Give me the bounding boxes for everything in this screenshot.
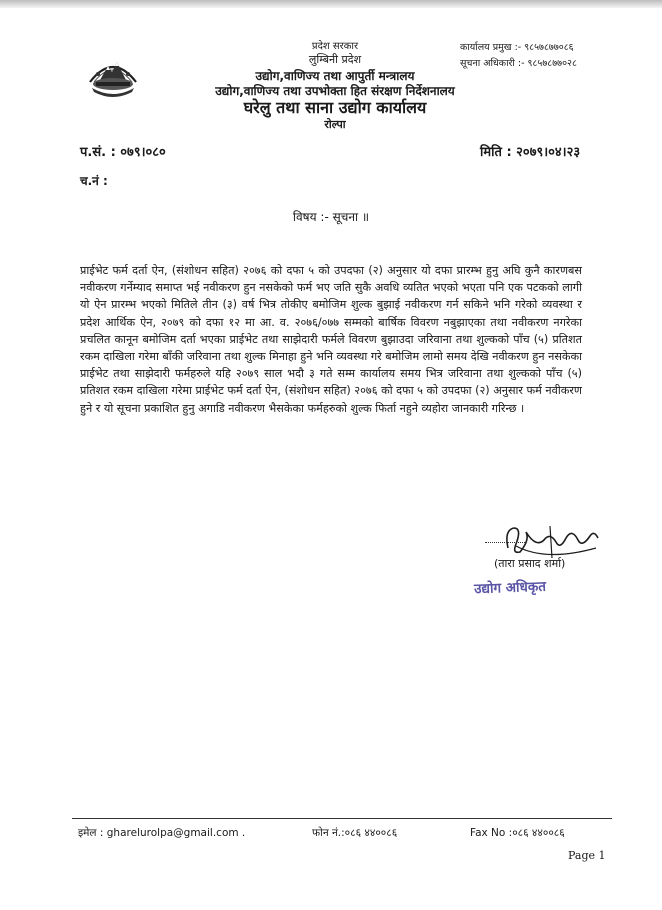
footer-divider xyxy=(72,818,612,819)
header-line-2: लुम्बिनी प्रदेश xyxy=(308,53,362,66)
designation-stamp: उद्योग अधिकृत xyxy=(473,578,547,598)
nepal-emblem-icon xyxy=(86,52,140,100)
footer-email: इमेल : gharelurolpa@gmail.com . xyxy=(78,827,246,839)
letter-date: मिति : २०७९।०४।२३ xyxy=(480,145,581,160)
office-location: रोल्पा xyxy=(324,118,346,131)
reference-number: प.सं. : ०७९।०८० xyxy=(80,145,166,160)
chief-contact: कार्यालय प्रमुख :- ९८५७८७७०८६ xyxy=(460,42,574,53)
header-line-1: प्रदेश सरकार xyxy=(311,41,359,52)
header-line-3: उद्योग,वाणिज्य तथा आपुर्ती मन्त्रालय xyxy=(255,69,415,83)
subject-line: विषय :- सूचना ॥ xyxy=(292,210,370,224)
info-officer-contact: सूचना अधिकारी :- ९८५७८७७०२८ xyxy=(460,58,577,69)
footer-phone: फोन नं.:०८६ ४४००८६ xyxy=(312,827,398,839)
signatory-name: (तारा प्रसाद शर्मा) xyxy=(494,557,566,570)
signature-dotted-line xyxy=(485,542,525,543)
page-number: Page 1 xyxy=(568,849,606,862)
scan-edge xyxy=(0,0,662,8)
dispatch-number: च.नं : xyxy=(80,174,108,188)
header-line-4: उद्योग,वाणिज्य तथा उपभोक्ता हित संरक्षण निर्देशनालय xyxy=(215,84,455,98)
office-title: घरेलु तथा साना उद्योग कार्यालय xyxy=(243,98,427,117)
notice-body: प्राईभेट फर्म दर्ता ऐन, (संशोधन सहित) २०७६ को दफा ५ को उपदफा (२) अनुसार यो दफा प्रारम्भ हुनु अघि कुनै कारणबस नवीकरण गर्नेम्याद समाप्त भई नवीकरण हुन नसकेको फर्म भए जति सुकै अवधि व्यतित भएको भएता पनि एक पटकको लागी यो ऐन प्रारम्भ भएको मितिले तीन (३) वर्ष भित्र तोकीए बमोजिम शुल्क बुझाई नवीकरण गर्न सकिने भनि गरेको व्यवस्था र प्रदेश आर्थिक ऐन, २०७९ को दफा १२ मा आ. व. २०७६/०७७ सम्मको बार्षिक विवरण नबुझाएका तथा नवीकरण नगरेका प्रचलित कानून बमोजिम दर्ता भएका प्राईभेट तथा साझेदारी फर्मले विवरण बुझाउदा जरिवाना तथा शुल्कको पाँच (५) प्रतिशत रकम दाखिला गरेमा बाँकी जरिवाना तथा शुल्क मिनाहा हुने भनि व्यवस्था गरे बमोजिम लामो समय देखि नवीकरण हुन नसकेका प्राईभेट तथा साझेदारी फर्महरुले यहि २०७९ साल भदौ ३ गते सम्म कार्यालय समय भित्र जरिवाना तथा शुल्कको पाँच (५) प्रतिशत रकम दाखिला गरेमा प्राईभेट फर्म दर्ता ऐन, (संशोधन सहित) २०७६ को दफा ५ को उपदफा (२) अनुसार फर्म नवीकरण हुने र यो सूचना प्रकाशित हुनु अगाडि नवीकरण भैसकेका फर्महरुको शुल्क फिर्ता नहुने व्यहोरा जानकारी गरिन्छ । xyxy=(80,264,583,415)
footer-fax: Fax No :०८६ ४४००८६ xyxy=(470,827,565,839)
